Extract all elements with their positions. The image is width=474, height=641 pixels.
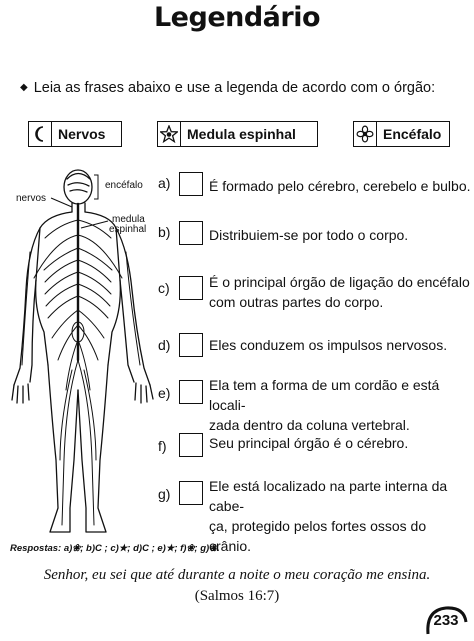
question-letter: g)	[158, 486, 171, 502]
question-text	[209, 176, 471, 196]
question-line: Eles conduzem os impulsos nervosos.	[209, 337, 448, 353]
nervos-pointer	[50, 196, 74, 210]
answer-box-b[interactable]	[179, 221, 203, 245]
question-letter: d)	[158, 337, 171, 353]
question-text	[209, 335, 471, 355]
label-medula-1: medula	[112, 214, 145, 225]
label-medula-2: espinhal	[109, 224, 147, 235]
label-nervos: nervos	[16, 193, 47, 204]
legend-medula	[157, 121, 318, 147]
flower-icon	[354, 122, 377, 146]
question-line: É o principal órgão de ligação do encéfalo	[209, 274, 470, 290]
answer-box-g[interactable]	[179, 481, 203, 505]
question-text	[209, 272, 471, 312]
legend-label: Encéfalo	[383, 126, 442, 142]
bullet-icon: ◆	[20, 82, 28, 93]
answer-box-c[interactable]	[179, 276, 203, 300]
answer-key: Respostas: a)❀; b)C ; c)★; d)C ; e)★; f)❀; g)❀.	[10, 543, 220, 554]
question-letter: a)	[158, 175, 171, 191]
answer-box-e[interactable]	[179, 380, 203, 404]
question-line: Distribuiem-se por todo o corpo.	[209, 227, 409, 243]
encefalo-bracket	[92, 174, 106, 200]
verse-text: Senhor, eu sei que até durante a noite o meu coração me ensina.	[43, 567, 431, 583]
legend-nervos	[28, 121, 122, 147]
question-line: ça, protegido pelos fortes ossos do crânio.	[209, 518, 427, 554]
question-line: com outras partes do corpo.	[209, 294, 384, 310]
instruction	[20, 80, 435, 96]
page-title: Legendário	[153, 2, 321, 33]
legend-label: Medula espinhal	[187, 126, 296, 142]
answer-box-d[interactable]	[179, 333, 203, 357]
question-line: É formado pelo cérebro, cerebelo e bulbo.	[209, 178, 471, 194]
question-text	[209, 433, 471, 453]
page-number: 233	[433, 612, 459, 629]
question-text	[209, 476, 471, 556]
question-text	[209, 375, 471, 435]
question-line: Ela tem a forma de um cordão e está locali-	[209, 377, 440, 413]
question-line: Seu principal órgão é o cérebro.	[209, 435, 409, 451]
question-letter: b)	[158, 224, 171, 240]
question-text	[209, 225, 471, 245]
question-line: zada dentro da coluna vertebral.	[209, 417, 410, 433]
answer-box-a[interactable]	[179, 172, 203, 196]
legend-encefalo	[353, 121, 450, 147]
label-encefalo: encéfalo	[105, 180, 143, 191]
instruction-text: Leia as frases abaixo e use a legenda de acordo com o órgão:	[33, 80, 436, 96]
legend-label: Nervos	[58, 126, 106, 142]
crescent-moon-icon	[29, 122, 52, 146]
question-letter: c)	[158, 280, 170, 296]
question-line: Ele está localizado na parte interna da cabe-	[209, 478, 448, 514]
verse-reference: (Salmos 16:7)	[194, 588, 280, 604]
question-letter: e)	[158, 385, 171, 401]
star-icon	[158, 122, 181, 146]
medula-pointer	[80, 218, 110, 232]
question-letter: f)	[158, 438, 167, 454]
answer-box-f[interactable]	[179, 433, 203, 457]
